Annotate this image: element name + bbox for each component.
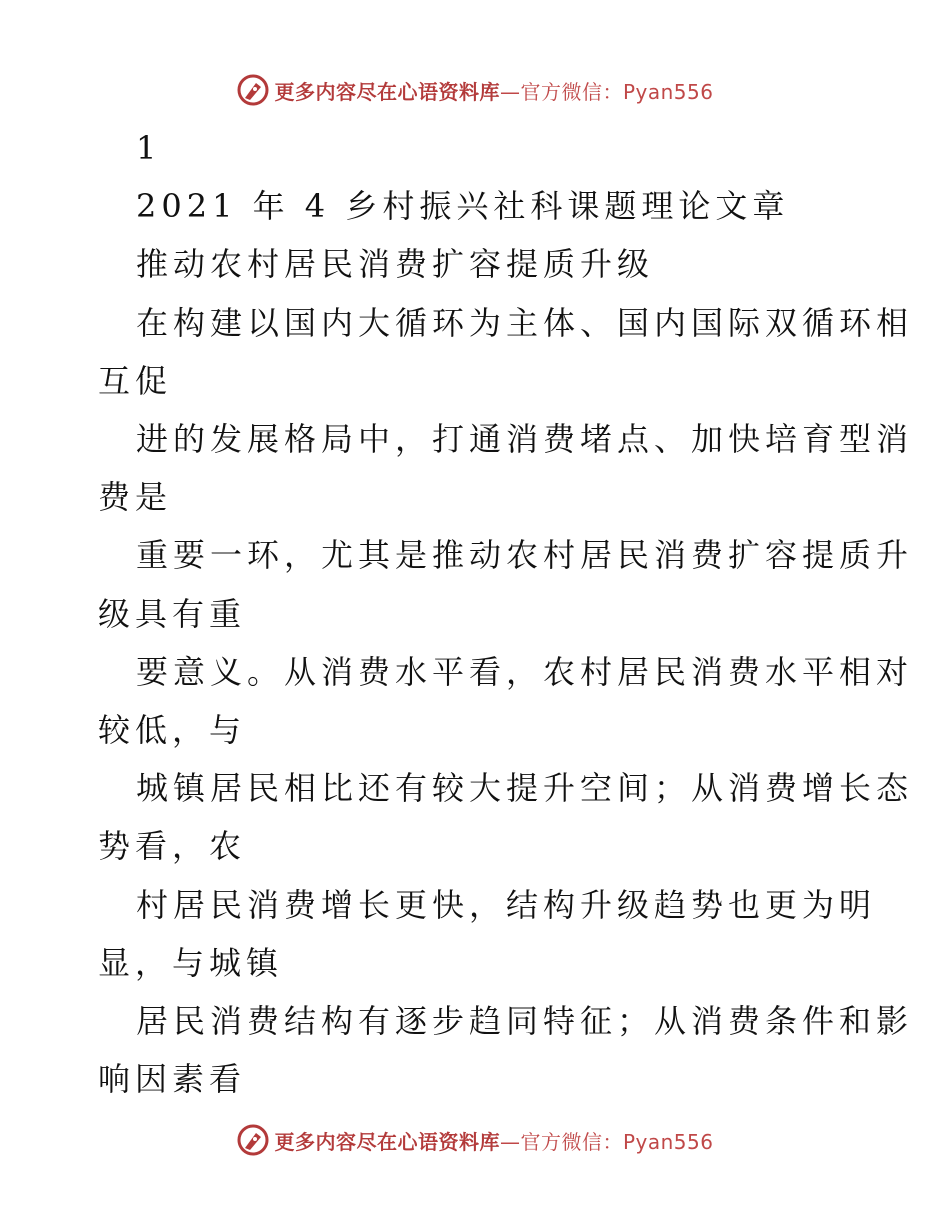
banner-wechat: —官方微信：Pyan556 (499, 1129, 714, 1154)
pen-nib-logo-icon (236, 1123, 270, 1157)
text-line: 2021 年 4 乡村振兴社科课题理论文章 (136, 187, 790, 226)
text-line: 响因素看 (98, 1060, 247, 1099)
header-banner (0, 70, 950, 110)
banner-title: 更多内容尽在心语资料库 (274, 79, 500, 104)
text-line: 要意义。从消费水平看，农村居民消费水平相对 (136, 652, 914, 691)
text-line: 1 (136, 129, 162, 167)
text-line: 互促 (98, 361, 173, 400)
text-line: 显，与城镇 (98, 943, 284, 982)
text-line: 级具有重 (98, 594, 247, 633)
text-line: 势看，农 (98, 827, 247, 866)
text-line: 推动农村居民消费扩容提质升级 (136, 245, 655, 284)
text-line: 城镇居民相比还有较大提升空间；从消费增长态 (136, 769, 914, 808)
pen-nib-logo-icon (236, 73, 270, 107)
footer-banner (0, 1120, 950, 1160)
text-line: 在构建以国内大循环为主体、国内国际双循环相 (136, 303, 914, 342)
text-line: 重要一环，尤其是推动农村居民消费扩容提质升 (136, 536, 914, 575)
text-line: 进的发展格局中，打通消费堵点、加快培育型消 (136, 420, 914, 458)
text-line: 费是 (98, 478, 173, 517)
banner-title: 更多内容尽在心语资料库 (274, 1129, 500, 1154)
text-line: 村居民消费增长更快，结构升级趋势也更为明 (136, 885, 877, 924)
text-line: 较低，与 (98, 711, 247, 749)
text-line: 居民消费结构有逐步趋同特征；从消费条件和影 (136, 1002, 914, 1040)
banner-wechat: —官方微信：Pyan556 (499, 79, 714, 104)
